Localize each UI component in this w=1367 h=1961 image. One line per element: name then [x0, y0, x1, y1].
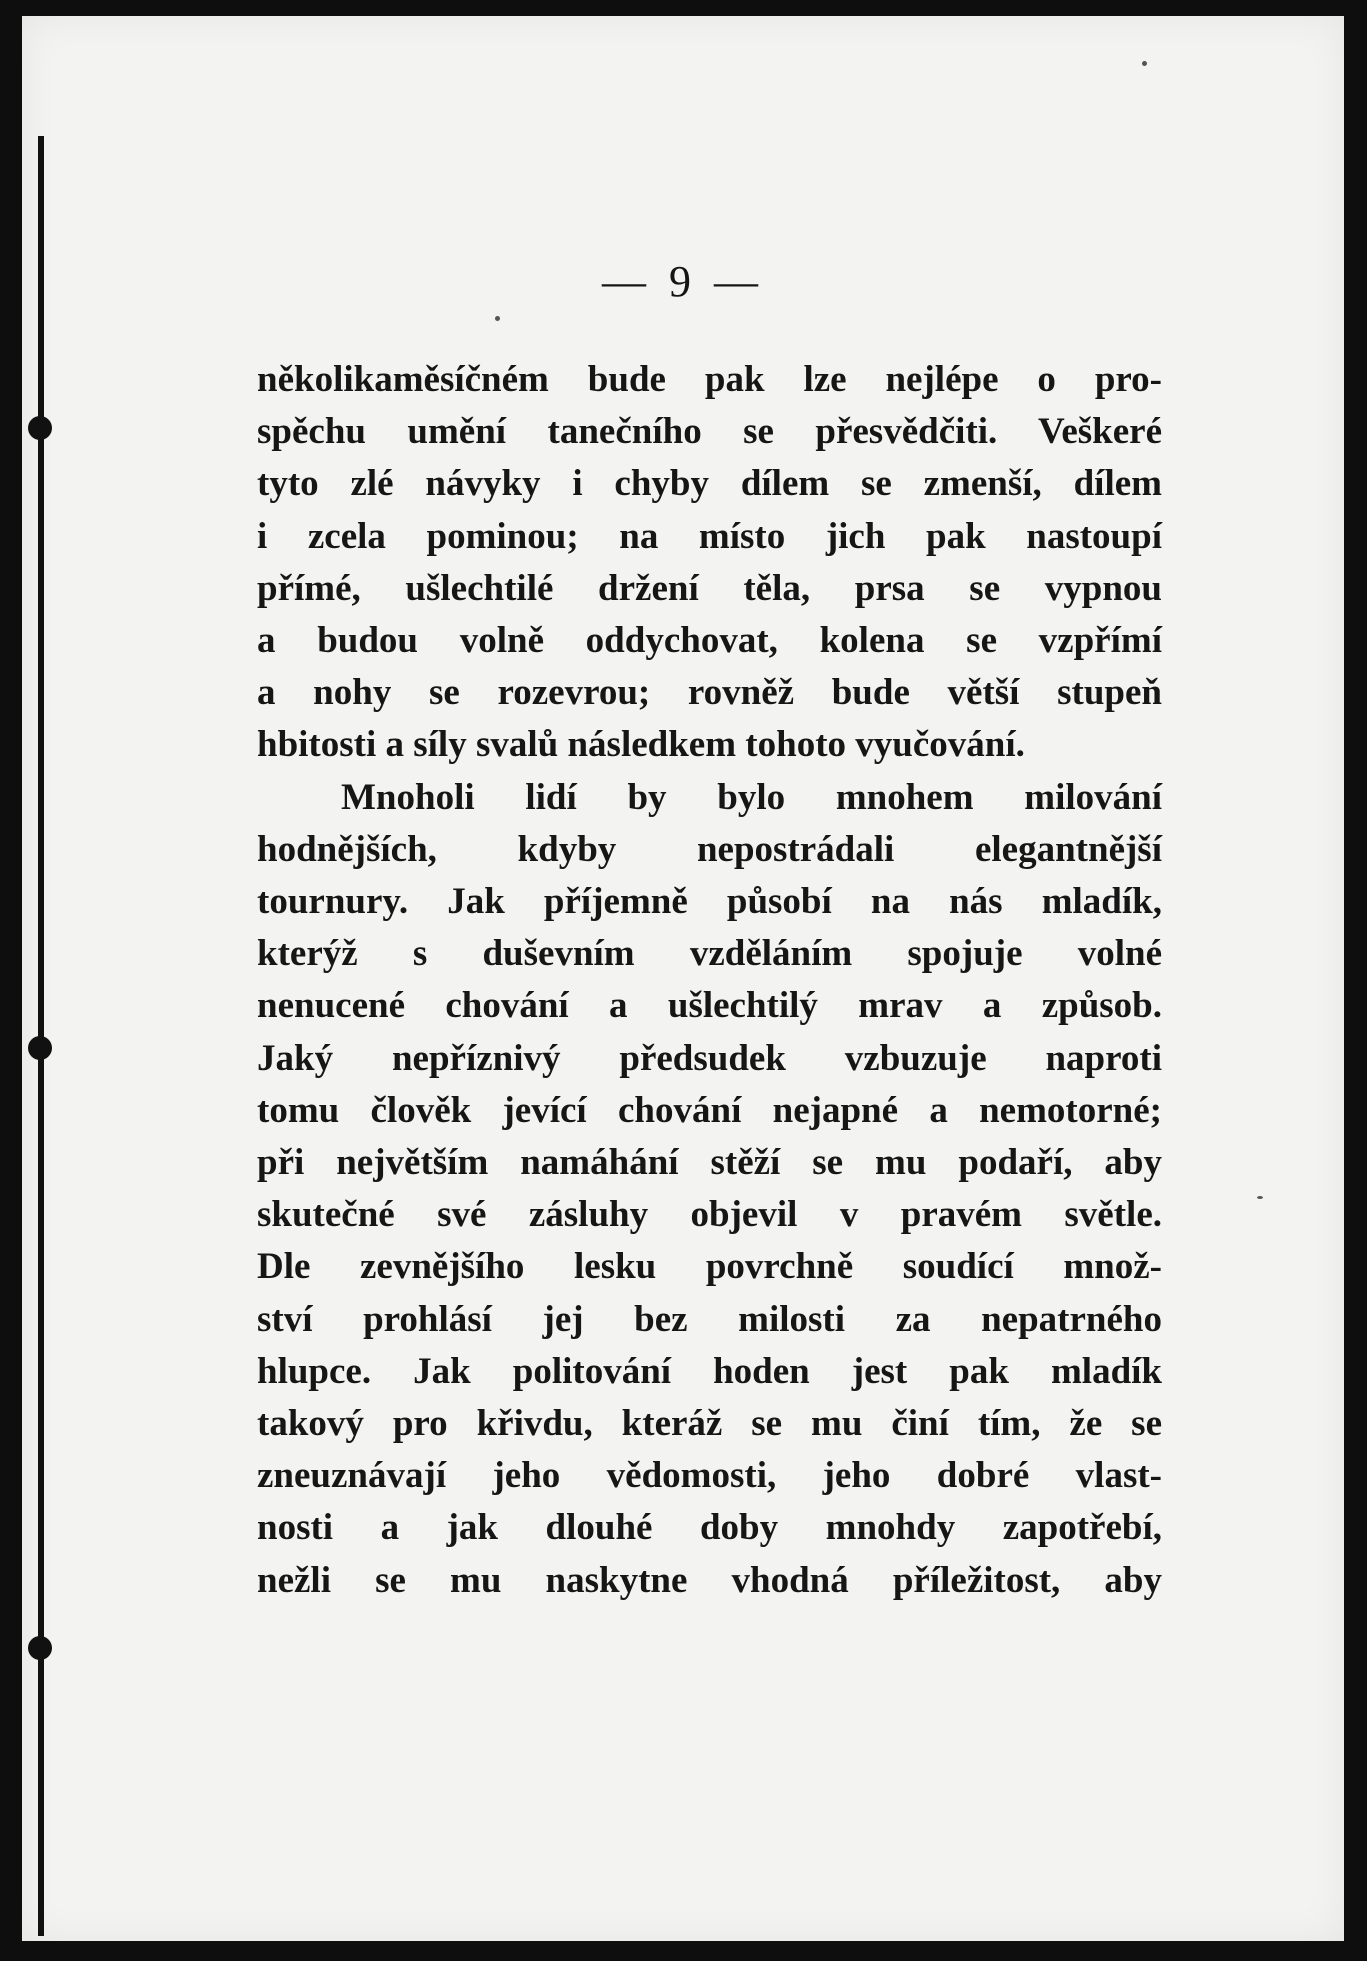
- text-line: přímé, ušlechtilé držení těla, prsa se vypnou: [257, 567, 1162, 609]
- binding-knot: [28, 1636, 52, 1660]
- body-text: [257, 354, 1162, 1607]
- text-line: hlupce. Jak politování hoden jest pak mladík: [257, 1350, 1162, 1392]
- text-line: hbitosti a síly svalů následkem tohoto vyučování.: [257, 724, 1025, 766]
- text-line: ství prohlásí jej bez milosti za nepatrného: [257, 1298, 1162, 1340]
- text-line: tyto zlé návyky i chyby dílem se zmenší, dílem: [257, 463, 1162, 505]
- binding-knot: [28, 416, 52, 440]
- paragraph-start-line: Mnoholi lidí by bylo mnohem milování: [341, 776, 1162, 818]
- paper-speck: [1142, 61, 1147, 66]
- text-line: a nohy se rozevrou; rovněž bude větší stupeň: [257, 672, 1162, 714]
- text-line: nosti a jak dlouhé doby mnohdy zapotřebí,: [257, 1507, 1162, 1549]
- text-line: kterýž s duševním vzděláním spojuje volné: [257, 933, 1162, 975]
- text-line: při největším namáhání stěží se mu podaří, aby: [257, 1142, 1162, 1184]
- text-line: Jaký nepříznivý předsudek vzbuzuje naproti: [257, 1037, 1162, 1079]
- paper-sheet: [22, 16, 1344, 1941]
- text-line: spěchu umění tanečního se přesvědčiti. Veškeré: [257, 411, 1162, 453]
- binding-thread: [22, 136, 52, 1936]
- text-line: tournury. Jak příjemně působí na nás mladík,: [257, 881, 1162, 923]
- text-line: Dle zevnějšího lesku povrchně soudící množ-: [257, 1246, 1162, 1288]
- text-line: zneuznávají jeho vědomosti, jeho dobré vlast-: [257, 1455, 1162, 1497]
- text-line: a budou volně oddychovat, kolena se vzpřímí: [257, 620, 1162, 662]
- page-number: — 9 —: [602, 257, 764, 306]
- text-line: tomu člověk jevící chování nejapné a nemotorné;: [257, 1089, 1162, 1131]
- text-line: několikaměsíčném bude pak lze nejlépe o pro-: [257, 359, 1162, 400]
- paper-speck: [495, 316, 500, 321]
- text-line: nenucené chování a ušlechtilý mrav a způsob.: [257, 985, 1162, 1027]
- text-line: nežli se mu naskytne vhodná příležitost, aby: [257, 1559, 1162, 1601]
- text-line: hodnějších, kdyby nepostrádali elegantnější: [257, 828, 1162, 870]
- text-line: takový pro křivdu, kteráž se mu činí tím, že se: [257, 1403, 1162, 1445]
- binding-knot: [28, 1036, 52, 1060]
- text-line: i zcela pominou; na místo jich pak nastoupí: [257, 515, 1162, 557]
- text-line: skutečné své zásluhy objevil v pravém světle.: [257, 1194, 1162, 1236]
- paper-speck: [1257, 1196, 1263, 1199]
